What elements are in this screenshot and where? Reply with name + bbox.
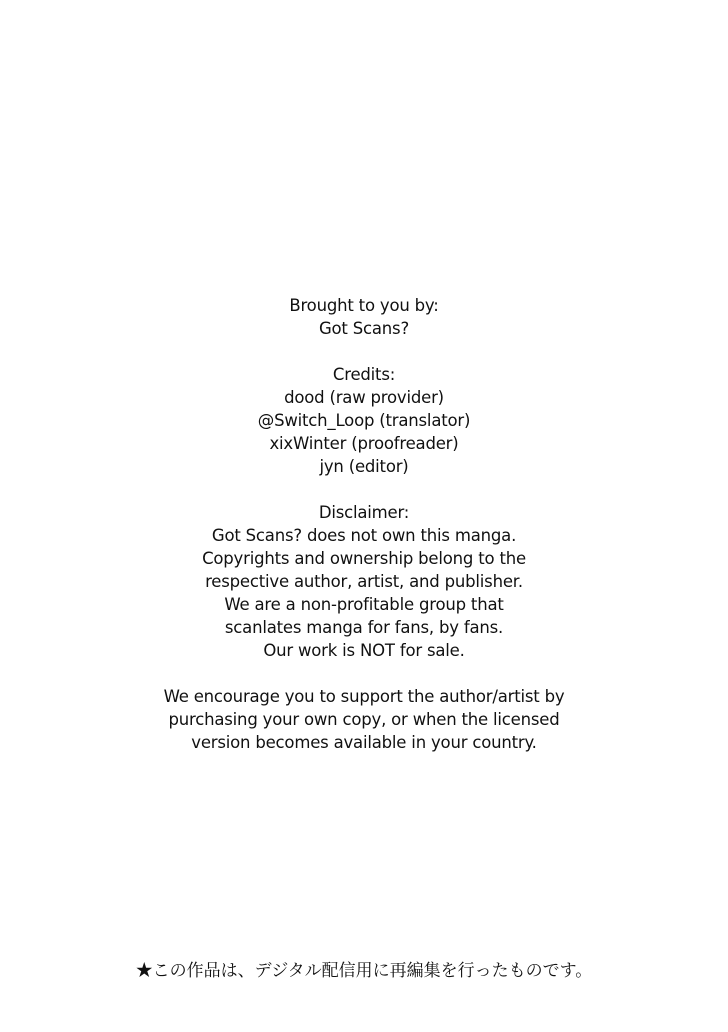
spacer [0,662,728,685]
credit-raw-provider: dood (raw provider) [284,388,444,407]
digital-edition-note: ★この作品は、デジタル配信用に再編集を行ったものです。 [135,961,593,981]
credits-page [0,294,728,754]
group-name: Got Scans? [318,319,410,338]
encouragement-line: We encourage you to support the author/artist by [163,687,565,706]
credits-heading: Credits: [332,365,396,384]
credit-editor: jyn (editor) [319,457,409,476]
disclaimer-line: We are a non-profitable group that [224,595,504,614]
spacer [0,340,728,363]
disclaimer-line: respective author, artist, and publisher. [205,572,523,591]
encouragement-line: version becomes available in your country. [191,733,537,752]
disclaimer-heading: Disclaimer: [318,503,410,522]
disclaimer-line: Copyrights and ownership belong to the [202,549,526,568]
spacer [0,478,728,501]
disclaimer-line: Got Scans? does not own this manga. [211,526,517,545]
disclaimer-line: scanlates manga for fans, by fans. [224,618,504,637]
disclaimer-line: Our work is NOT for sale. [263,641,465,660]
intro-heading: Brought to you by: [289,296,439,315]
credit-translator: @Switch_Loop (translator) [257,411,471,430]
encouragement-line: purchasing your own copy, or when the licensed [168,710,560,729]
credit-proofreader: xixWinter (proofreader) [269,434,459,453]
